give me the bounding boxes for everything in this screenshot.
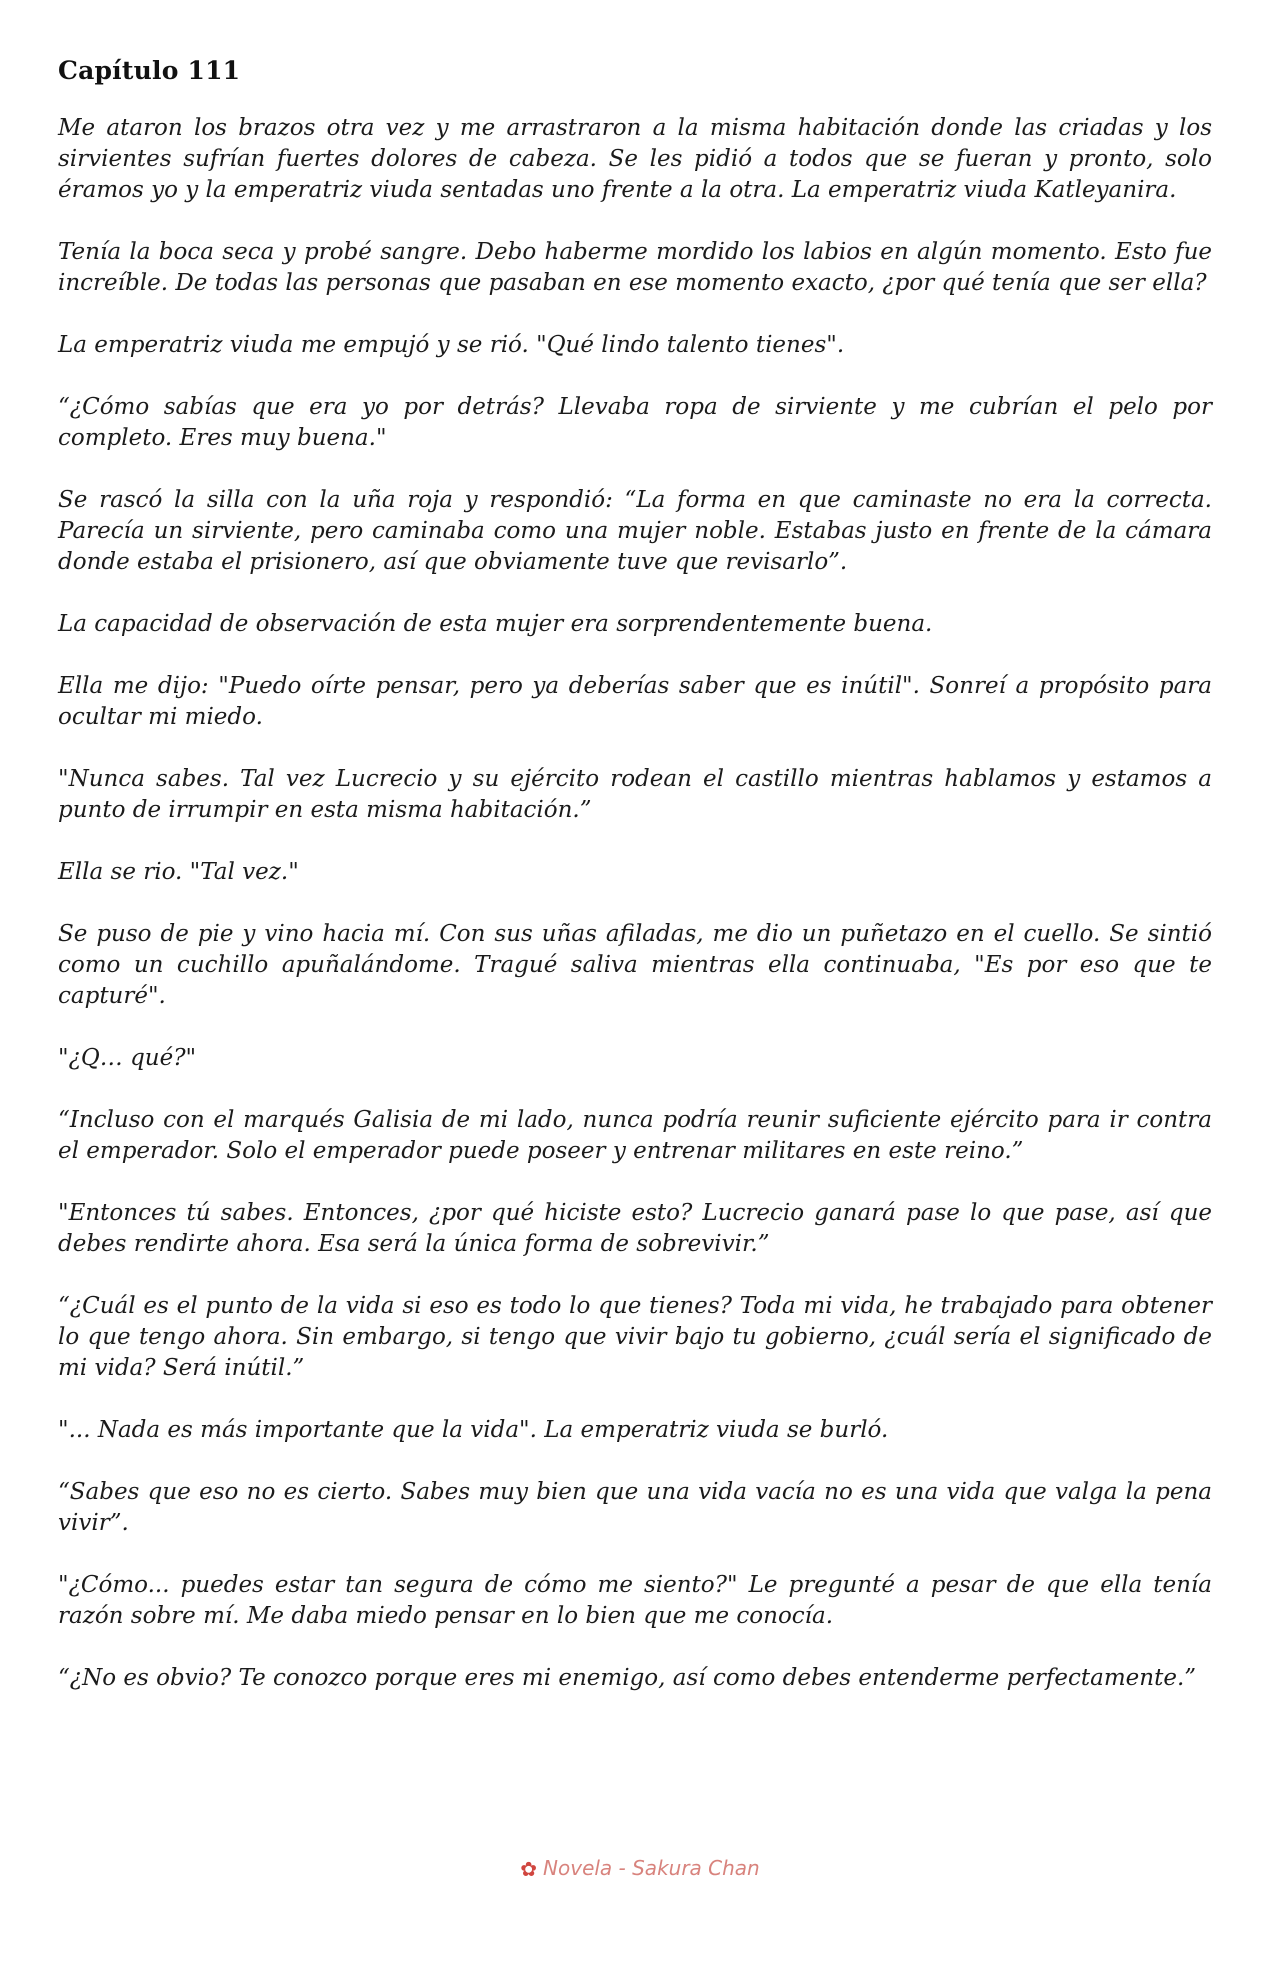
paragraph: “¿No es obvio? Te conozco porque eres mi enemigo, así como debes entenderme perfectamente.” <box>58 1665 1197 1691</box>
paragraph: “¿Cuál es el punto de la vida si eso es todo lo que tienes? Toda mi vida, he trabajado para obtener lo que tengo ahora. Sin embargo, si tengo que vivir bajo tu gobierno, ¿cuál sería el significado de mi vida? Será inútil.” <box>58 1293 1212 1381</box>
paragraph: Se puso de pie y vino hacia mí. Con sus uñas afiladas, me dio un puñetazo en el cuello. Se sintió como un cuchillo apuñalándome. Tragué saliva mientras ella continuaba, "Es por eso que te capturé". <box>58 921 1212 1009</box>
paragraph: "Entonces tú sabes. Entonces, ¿por qué hiciste esto? Lucrecio ganará pase lo que pase, así que debes rendirte ahora. Esa será la única forma de sobrevivir.” <box>58 1200 1212 1257</box>
paragraph: Tenía la boca seca y probé sangre. Debo haberme mordido los labios en algún momento. Esto fue increíble. De todas las personas que pasaban en ese momento exacto, ¿por qué tenía que ser ella? <box>58 239 1212 296</box>
paragraph: “¿Cómo sabías que era yo por detrás? Llevaba ropa de sirviente y me cubrían el pelo por completo. Eres muy buena." <box>58 394 1212 451</box>
chapter-title: Capítulo 111 <box>58 56 241 85</box>
paragraph: Ella me dijo: "Puedo oírte pensar, pero ya deberías saber que es inútil". Sonreí a propósito para ocultar mi miedo. <box>58 673 1212 730</box>
paragraph: Se rascó la silla con la uña roja y respondió: “La forma en que caminaste no era la correcta. Parecía un sirviente, pero caminaba como una mujer noble. Estabas justo en frente de la cámara donde estaba el prisionero, así que obviamente tuve que revisarlo”. <box>58 487 1212 575</box>
paragraph: “Sabes que eso no es cierto. Sabes muy bien que una vida vacía no es una vida que valga la pena vivir”. <box>58 1479 1212 1536</box>
watermark-text: Novela - Sakura Chan <box>543 1856 760 1880</box>
paragraph: Ella se rio. "Tal vez." <box>58 859 299 885</box>
paragraph: La emperatriz viuda me empujó y se rió. "Qué lindo talento tienes". <box>58 332 845 358</box>
paragraph: "... Nada es más importante que la vida". La emperatriz viuda se burló. <box>58 1417 889 1443</box>
paragraph: "¿Q… qué?" <box>58 1045 197 1071</box>
paragraph: “Incluso con el marqués Galisia de mi lado, nunca podría reunir suficiente ejército para ir contra el emperador. Solo el emperador puede poseer y entrenar militares en este reino.” <box>58 1107 1212 1164</box>
paragraph: "¿Cómo... puedes estar tan segura de cómo me siento?" Le pregunté a pesar de que ella tenía razón sobre mí. Me daba miedo pensar en lo bien que me conocía. <box>58 1572 1212 1629</box>
paragraph: La capacidad de observación de esta mujer era sorprendentemente buena. <box>58 611 933 637</box>
paragraph: Me ataron los brazos otra vez y me arrastraron a la misma habitación donde las criadas y los sirvientes sufrían fuertes dolores de cabeza. Se les pidió a todos que se fueran y pronto, solo éramos yo y la emperatriz viuda sentadas uno frente a la otra. La emperatriz viuda Katleyanira. <box>58 115 1212 203</box>
document-page <box>58 56 1212 1725</box>
paragraph: "Nunca sabes. Tal vez Lucrecio y su ejército rodean el castillo mientras hablamos y estamos a punto de irrumpir en esta misma habitación.” <box>58 766 1212 823</box>
cherry-blossom-icon: ✿ <box>520 1857 538 1881</box>
watermark-footer <box>0 1856 1280 1881</box>
